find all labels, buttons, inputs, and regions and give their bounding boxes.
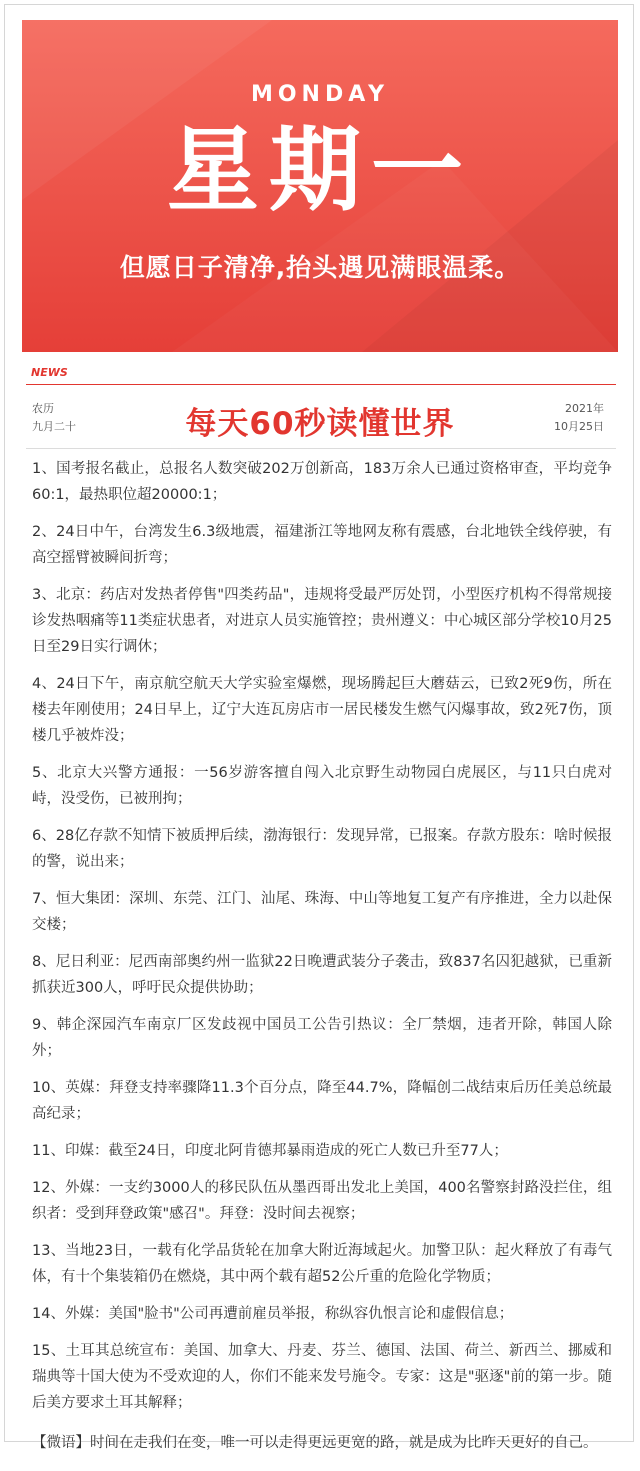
date-month-day: 10月25日 — [554, 420, 604, 433]
news-tag: NEWS — [31, 366, 68, 379]
news-item-14: 14、外媒：美国"脸书"公司再遭前雇员举报，称纵容仇恨言论和虚假信息； — [32, 1306, 514, 1322]
news-item-10: 10、英媒：拜登支持率骤降11.3个百分点，降至44.7%，降幅创二战结束后历任美总统最高纪录； — [32, 1080, 612, 1122]
news-list — [32, 456, 612, 1471]
news-item-11: 11、印媒：截至24日，印度北阿肯德邦暴雨造成的死亡人数已升至77人； — [32, 1143, 508, 1159]
news-item-3: 3、北京：药店对发热者停售"四类药品"，违规将受最严厉处罚，小型医疗机构不得常规接诊发热咽痛等11类症状患者，对进京人员实施管控；贵州遵义：中心城区部分学校10月25日至29日实行调休； — [32, 587, 612, 655]
motto-text: 但愿日子清净,抬头遇见满眼温柔。 — [119, 253, 521, 282]
news-item-8: 8、尼日利亚：尼西南部奥约州一监狱22日晚遭武装分子袭击，致837名囚犯越狱，已重新抓获近300人，呼吁民众提供协助； — [32, 954, 612, 996]
lunar-date: 九月二十 — [32, 420, 76, 433]
header-divider — [26, 448, 616, 449]
news-divider — [26, 384, 616, 385]
news-item-4: 4、24日下午，南京航空航天大学实验室爆燃，现场腾起巨大蘑菇云，已致2死9伤，所在楼去年刚使用；24日早上，辽宁大连瓦房店市一居民楼发生燃气闪爆事故，致2死7伤，顶楼几乎被炸没； — [32, 676, 612, 744]
day-chinese: 星期一 — [166, 117, 473, 224]
news-item-5: 5、北京大兴警方通报：一56岁游客擅自闯入北京野生动物园白虎展区，与11只白虎对峙，没受伤，已被刑拘； — [32, 765, 612, 807]
news-item-15: 15、土耳其总统宣布：美国、加拿大、丹麦、芬兰、德国、法国、荷兰、新西兰、挪威和瑞典等十国大使为不受欢迎的人，你们不能来发号施令。专家：这是"驱逐"前的第一步。随后美方要求土耳其解释； — [32, 1343, 612, 1411]
date-year: 2021年 — [565, 402, 604, 415]
news-item-7: 7、恒大集团：深圳、东莞、江门、汕尾、珠海、中山等地复工复产有序推进，全力以赴保交楼； — [32, 891, 612, 933]
gregorian-date-block — [554, 400, 604, 436]
news-item-6: 6、28亿存款不知情下被质押后续，渤海银行：发现异常，已报案。存款方股东：啥时候报的警，说出来； — [32, 828, 612, 870]
news-item-1: 1、国考报名截止，总报名人数突破202万创新高，183万余人已通过资格审查，平均竞争60:1，最热职位超20000:1； — [32, 461, 612, 503]
news-item-12: 12、外媒：一支约3000人的移民队伍从墨西哥出发北上美国，400名警察封路没拦住，组织者：受到拜登政策"感召"。拜登：没时间去视察； — [32, 1180, 612, 1222]
closing-quote: 【微语】时间在走我们在变，唯一可以走得更远更宽的路，就是成为比昨天更好的自己。 — [32, 1435, 598, 1451]
news-item-13: 13、当地23日，一载有化学品货轮在加拿大附近海域起火。加警卫队：起火释放了有毒气体，有十个集装箱仍在燃烧，其中两个载有超52公斤重的危险化学物质； — [32, 1243, 612, 1285]
headline-title: 每天60秒读懂世界 — [185, 406, 455, 442]
news-item-2: 2、24日中午，台湾发生6.3级地震，福建浙江等地网友称有震感，台北地铁全线停驶，有高空摇臂被瞬间折弯； — [32, 524, 612, 566]
lunar-label: 农历 — [32, 402, 54, 415]
header-banner — [22, 20, 618, 352]
day-english: MONDAY — [250, 82, 390, 107]
news-item-9: 9、韩企深园汽车南京厂区发歧视中国员工公告引热议：全厂禁烟，违者开除，韩国人除外； — [32, 1017, 612, 1059]
